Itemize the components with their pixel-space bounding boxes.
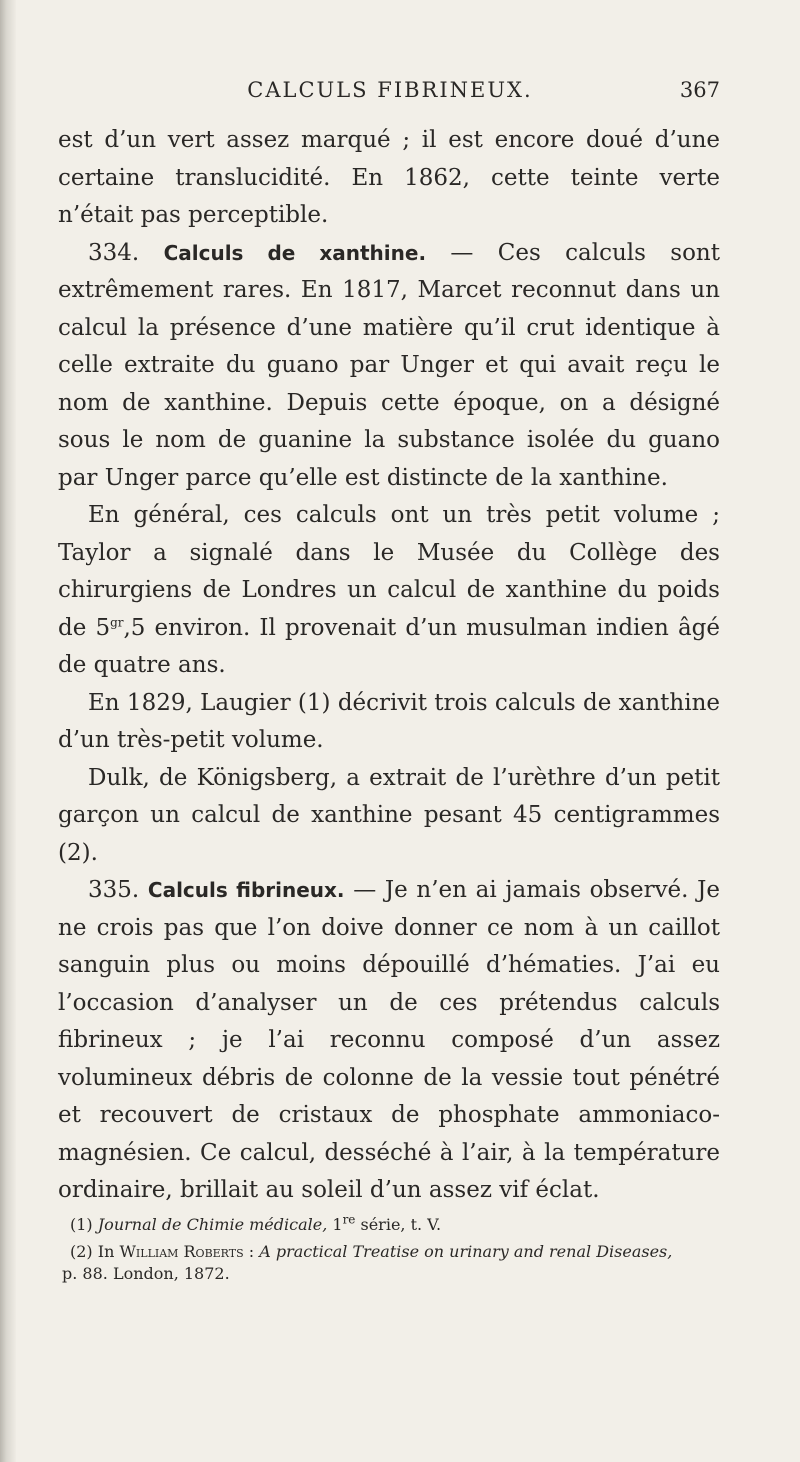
- paragraph-section-334: [58, 235, 720, 498]
- footnotes: [62, 1214, 722, 1290]
- paragraph-continuation: est d’un vert assez marqué ; il est encore doué d’une certaine translucidité. En 1862, cette teinte verte n’était pas perceptible.: [58, 127, 720, 228]
- footnote-title: Journal de Chimie médicale,: [97, 1215, 328, 1234]
- paragraph-section-335: [58, 872, 720, 1210]
- page-number: 367: [679, 78, 720, 102]
- paragraph-text: En général, ces calculs ont un très petit volume ; Taylor a signalé dans le Musée du Collège des chirurgiens de Londres un calcul de xanthine du poids de 5: [58, 502, 720, 641]
- footnote-author: William Roberts: [119, 1242, 244, 1261]
- page-binding-edge: [0, 0, 16, 1462]
- paragraph-text: ,5 environ. Il provenait d’un musulman indien âgé de quatre ans.: [58, 614, 720, 678]
- page-header: [60, 78, 720, 108]
- footnote-2-continuation: p. 88. London, 1872.: [62, 1264, 230, 1283]
- page-body: [58, 122, 720, 1210]
- paragraph-dulk: Dulk, de Königsberg, a extrait de l’urèthre d’un petit garçon un calcul de xanthine pesant 45 centigrammes (2).: [58, 764, 720, 866]
- footnote-text: série, t. V.: [355, 1215, 442, 1234]
- section-heading: Calculs fibrineux.: [147, 878, 345, 902]
- footnote-text: :: [243, 1242, 260, 1261]
- section-number: 334.: [88, 239, 140, 266]
- section-number: 335.: [88, 877, 140, 903]
- footnote-mark: (2): [70, 1242, 93, 1261]
- unit-superscript: gr: [110, 614, 124, 629]
- paragraph-text: — Je n’en ai jamais observé. Je ne crois pas que l’on doive donner ce nom à un caillot sanguin plus ou moins dépouillé d’hématies. J’ai eu l’occasion d’analyser un de ces prétendus calculs fibrineux ; je l’ai reconnu composé d’un assez volumineux débris de colonne de la vessie tout pénétré et recouvert de cristaux de phosphate ammoniaco-magnésien. Ce calcul, desséché à l’air, à la température ordinaire, brillait au soleil d’un assez vif éclat.: [58, 877, 720, 1203]
- paragraph-taylor: [58, 497, 720, 685]
- footnote-mark: (1): [70, 1215, 93, 1234]
- paragraph-laugier: En 1829, Laugier (1) décrivit trois calculs de xanthine d’un très-petit volume.: [58, 689, 720, 753]
- footnote-1: [62, 1214, 722, 1236]
- running-title: CALCULS FIBRINEUX.: [247, 78, 533, 102]
- footnote-title: A practical Treatise on urinary and renal Diseases,: [259, 1242, 673, 1261]
- footnote-text: In: [92, 1242, 120, 1261]
- section-heading: Calculs de xanthine.: [163, 240, 427, 265]
- footnote-superscript: re: [342, 1212, 356, 1227]
- footnote-text: 1: [327, 1215, 343, 1234]
- paragraph-text: — Ces calculs sont extrêmement rares. En 1817, Marcet reconnut dans un calcul la présence d’une matière qu’il crut identique à celle extraite du guano par Unger et qui avait reçu le nom de xanthine. Depuis cette époque, on a désigné sous le nom de guanine la substance isolée du guano par Unger parce qu’elle est distincte de la xanthine.: [58, 239, 720, 491]
- footnote-2: [62, 1241, 722, 1263]
